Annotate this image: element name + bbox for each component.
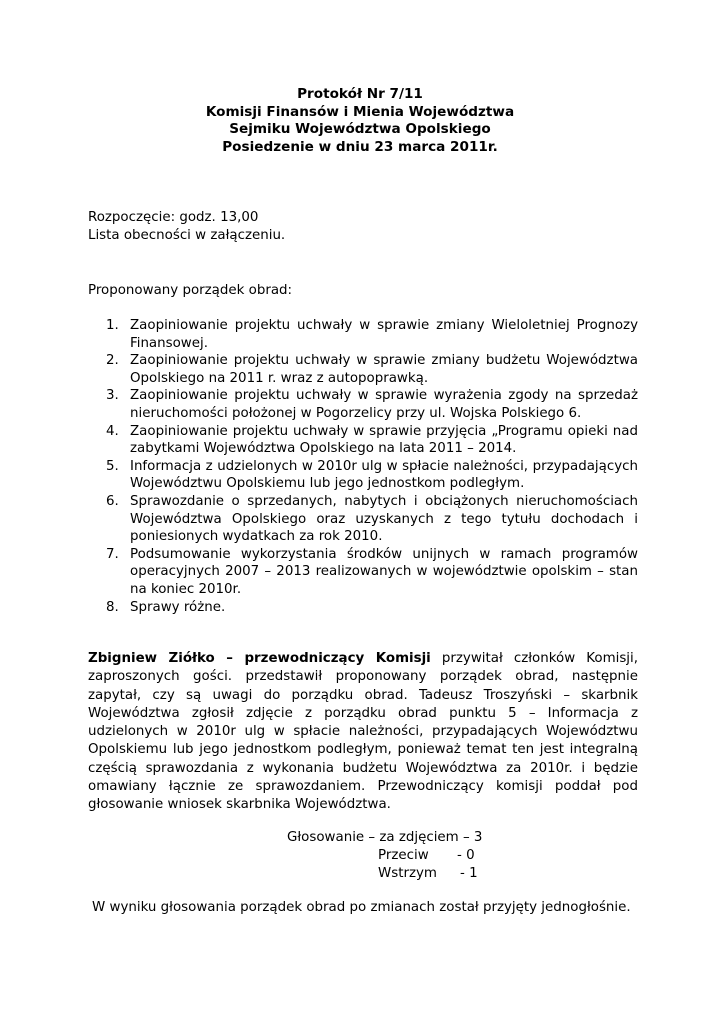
agenda-item-number: 6. — [106, 493, 119, 509]
agenda-item-number: 1. — [106, 318, 119, 333]
speaker-name: Zbigniew Ziółko – przewodniczący Komisji — [88, 651, 431, 666]
meeting-date: Posiedzenie w dniu 23 marca 2011r. — [222, 138, 498, 155]
start-time: Rozpoczęcie: godz. 13,00 — [88, 210, 259, 225]
assembly-name: Sejmiku Województwa Opolskiego — [229, 121, 491, 138]
discussion-paragraph — [88, 650, 638, 815]
agenda-item — [88, 493, 638, 546]
protocol-header — [150, 86, 570, 156]
vote-against-value: - 0 — [457, 848, 475, 863]
agenda-item-number: 7. — [106, 546, 119, 562]
agenda-item-text: Informacja z udzielonych w 2010r ulg w spłacie należności, przypadających Województwu Opolskiemu lub jego jednostkom podległym. — [130, 458, 638, 492]
agenda-item — [88, 387, 638, 422]
agenda-item — [88, 352, 638, 387]
agenda-item-number: 8. — [106, 599, 119, 615]
agenda-item-text: Sprawy różne. — [130, 599, 226, 615]
agenda-heading: Proponowany porządek obrad: — [88, 283, 293, 298]
agenda-item-number: 2. — [106, 353, 119, 369]
agenda-item-text: Zaopiniowanie projektu uchwały w sprawie zmiany Wieloletniej Prognozy Finansowej. — [130, 318, 638, 351]
agenda-item-text: Zaopiniowanie projektu uchwały w sprawie przyjęcia „Programu opieki nad zabytkami Województwa Opolskiego na lata 2011 – 2014. — [130, 423, 638, 457]
vote-abstain-label: Wstrzym — [378, 866, 437, 881]
agenda-item-text: Zaopiniowanie projektu uchwały w sprawie wyrażenia zgody na sprzedaż nieruchomości położonej w Pogorzelicy przy ul. Wojska Polskiego 6. — [130, 388, 638, 421]
discussion-text: przywitał członków Komisji, zaproszonych gości. przedstawił proponowany porządek obrad, następnie zapytał, czy są uwagi do porządku obrad. Tadeusz Troszyński – skarbnik Województwa zgłosił zdjęcie z porządku obrad punktu 5 – Informacja z udzielonych w 2010r ulg w spłacie należności, przypadających Województwu Opolskiemu lub jego jednostkom podległym, ponieważ temat ten jest integralną częścią sprawozdania z wykonania budżetu Województwa za 2010r. i będzie omawiany łącznie ze sprawozdaniem. Przewodniczący komisji poddał pod głosowanie wniosek skarbnika Województwa. — [88, 651, 639, 813]
agenda-item-number: 3. — [106, 388, 119, 404]
agenda-item — [88, 599, 638, 617]
agenda-item-text: Zaopiniowanie projektu uchwały w sprawie zmiany budżetu Województwa Opolskiego na 2011 r. wraz z autopoprawką. — [130, 353, 638, 386]
vote-for: Głosowanie – za zdjęciem – 3 — [287, 830, 483, 845]
meeting-meta — [88, 209, 648, 244]
agenda-item — [88, 546, 638, 599]
agenda-item-text: Podsumowanie wykorzystania środków unijnych w ramach programów operacyjnych 2007 – 2013 realizowanych w województwie opolskim – stan na koniec 2010r. — [130, 546, 638, 597]
agenda-item — [88, 317, 638, 352]
agenda-item — [88, 423, 638, 458]
agenda-list — [88, 317, 638, 616]
committee-name: Komisji Finansów i Mienia Województwa — [205, 103, 515, 120]
agenda-item-number: 5. — [106, 458, 119, 474]
conclusion-text: W wyniku głosowania porządek obrad po zmianach został przyjęty jednogłośnie. — [92, 900, 631, 915]
agenda-item — [88, 458, 638, 493]
agenda-item-number: 4. — [106, 423, 119, 439]
protocol-number: Protokół Nr 7/11 — [297, 86, 423, 102]
attendance-note: Lista obecności w załączeniu. — [88, 227, 286, 243]
agenda-item-text: Sprawozdanie o sprzedanych, nabytych i obciążonych nieruchomościach Województwa Opolskiego oraz uzyskanych z tego tytułu dochodach i poniesionych wydatkach za rok 2010. — [130, 493, 638, 545]
vote-abstain-value: - 1 — [460, 866, 478, 881]
vote-against-label: Przeciw — [378, 848, 429, 863]
